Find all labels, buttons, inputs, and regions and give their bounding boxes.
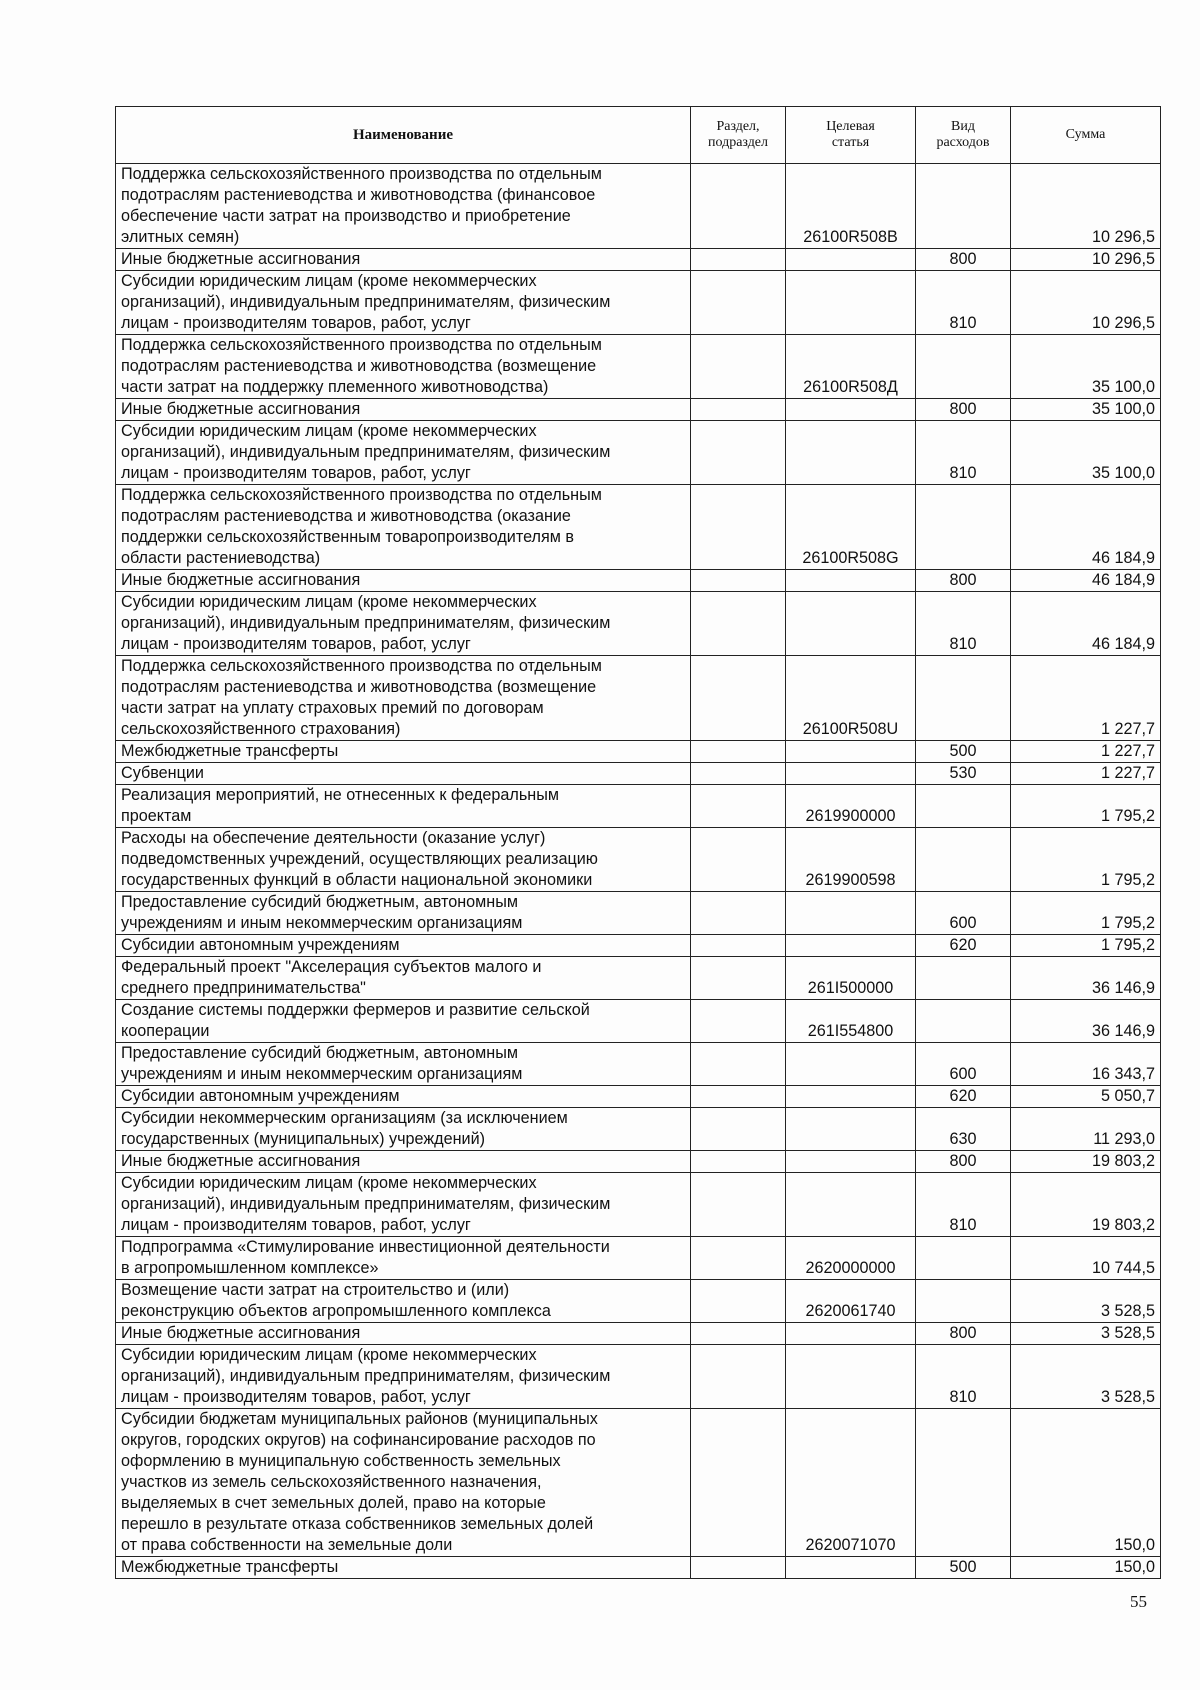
cell-expense [916, 164, 1011, 249]
cell-expense [916, 785, 1011, 828]
cell-target [786, 1173, 916, 1237]
cell-name: Предоставление субсидий бюджетным, автономным учреждениям и иным некоммерческим организациям [116, 892, 691, 935]
cell-name: Иные бюджетные ассигнования [116, 570, 691, 592]
table-row [116, 1043, 1161, 1086]
table-body [116, 164, 1161, 1579]
cell-amount: 16 343,7 [1011, 1043, 1161, 1086]
cell-section [691, 741, 786, 763]
table-row [116, 399, 1161, 421]
cell-section [691, 935, 786, 957]
cell-expense [916, 1000, 1011, 1043]
cell-section [691, 335, 786, 399]
cell-amount: 10 296,5 [1011, 164, 1161, 249]
cell-expense: 620 [916, 935, 1011, 957]
cell-amount: 150,0 [1011, 1409, 1161, 1557]
cell-name: Поддержка сельскохозяйственного производства по отдельным подотраслям растениеводства и животноводства (оказание поддержки сельскохозяйственным товаропроизводителям в области растениеводства) [116, 485, 691, 570]
cell-name: Поддержка сельскохозяйственного производства по отдельным подотраслям растениеводства и животноводства (финансовое обеспечение части затрат на производство и приобретение элитных семян) [116, 164, 691, 249]
cell-target [786, 570, 916, 592]
cell-section [691, 1108, 786, 1151]
cell-section [691, 399, 786, 421]
cell-target: 26100R508Д [786, 335, 916, 399]
table-row [116, 249, 1161, 271]
cell-expense: 810 [916, 271, 1011, 335]
cell-section [691, 1086, 786, 1108]
cell-target: 2620000000 [786, 1237, 916, 1280]
table-row [116, 1000, 1161, 1043]
table-row [116, 1323, 1161, 1345]
cell-amount: 10 744,5 [1011, 1237, 1161, 1280]
cell-section [691, 570, 786, 592]
cell-target: 2620071070 [786, 1409, 916, 1557]
cell-target [786, 892, 916, 935]
table-row [116, 741, 1161, 763]
header-name: Наименование [116, 107, 691, 164]
cell-target [786, 935, 916, 957]
cell-target: 26100R508B [786, 164, 916, 249]
cell-target: 2619900598 [786, 828, 916, 892]
cell-amount: 19 803,2 [1011, 1173, 1161, 1237]
cell-target [786, 399, 916, 421]
cell-expense: 600 [916, 1043, 1011, 1086]
table-row [116, 1237, 1161, 1280]
header-expense: Вид расходов [916, 107, 1011, 164]
cell-target: 26100R508G [786, 485, 916, 570]
cell-expense [916, 828, 1011, 892]
cell-name: Иные бюджетные ассигнования [116, 1151, 691, 1173]
cell-expense: 810 [916, 1173, 1011, 1237]
cell-name: Субсидии юридическим лицам (кроме некоммерческих организаций), индивидуальным предпринимателям, физическим лицам - производителям товаров, работ, услуг [116, 592, 691, 656]
table-row [116, 763, 1161, 785]
cell-amount: 1 227,7 [1011, 656, 1161, 741]
cell-target [786, 271, 916, 335]
cell-name: Иные бюджетные ассигнования [116, 1323, 691, 1345]
cell-amount: 11 293,0 [1011, 1108, 1161, 1151]
cell-amount: 3 528,5 [1011, 1280, 1161, 1323]
cell-name: Субсидии юридическим лицам (кроме некоммерческих организаций), индивидуальным предпринимателям, физическим лицам - производителям товаров, работ, услуг [116, 1173, 691, 1237]
cell-expense: 800 [916, 1151, 1011, 1173]
cell-expense: 530 [916, 763, 1011, 785]
cell-name: Субсидии бюджетам муниципальных районов (муниципальных округов, городских округов) на софинансирование расходов по оформлению в муниципальную собственность земельных участков из земель сельскохозяйственного назначения, выделяемых в счет земельных долей, право на которые перешло в результате отказа собственников земельных долей от права собственности на земельные доли [116, 1409, 691, 1557]
table-row [116, 1173, 1161, 1237]
table-row [116, 271, 1161, 335]
cell-expense [916, 1237, 1011, 1280]
cell-name: Федеральный проект "Акселерация субъектов малого и среднего предпринимательства" [116, 957, 691, 1000]
cell-section [691, 1557, 786, 1579]
cell-expense: 500 [916, 1557, 1011, 1579]
cell-section [691, 892, 786, 935]
cell-section [691, 1323, 786, 1345]
cell-amount: 46 184,9 [1011, 570, 1161, 592]
cell-amount: 5 050,7 [1011, 1086, 1161, 1108]
cell-amount: 46 184,9 [1011, 485, 1161, 570]
table-row [116, 957, 1161, 1000]
cell-name: Поддержка сельскохозяйственного производства по отдельным подотраслям растениеводства и животноводства (возмещение части затрат на уплату страховых премий по договорам сельскохозяйственного страхования) [116, 656, 691, 741]
cell-expense: 810 [916, 1345, 1011, 1409]
cell-section [691, 656, 786, 741]
cell-amount: 19 803,2 [1011, 1151, 1161, 1173]
cell-amount: 3 528,5 [1011, 1323, 1161, 1345]
cell-name: Субсидии юридическим лицам (кроме некоммерческих организаций), индивидуальным предпринимателям, физическим лицам - производителям товаров, работ, услуг [116, 271, 691, 335]
cell-target [786, 1557, 916, 1579]
cell-expense [916, 656, 1011, 741]
cell-section [691, 785, 786, 828]
cell-section [691, 763, 786, 785]
cell-section [691, 1345, 786, 1409]
cell-expense: 800 [916, 399, 1011, 421]
cell-target [786, 763, 916, 785]
cell-name: Возмещение части затрат на строительство и (или) реконструкцию объектов агропромышленного комплекса [116, 1280, 691, 1323]
table-row [116, 785, 1161, 828]
cell-section [691, 249, 786, 271]
cell-section [691, 271, 786, 335]
cell-section [691, 1280, 786, 1323]
cell-name: Реализация мероприятий, не отнесенных к федеральным проектам [116, 785, 691, 828]
table-row [116, 592, 1161, 656]
cell-amount: 36 146,9 [1011, 1000, 1161, 1043]
table-row [116, 164, 1161, 249]
table-row [116, 570, 1161, 592]
cell-name: Подпрограмма «Стимулирование инвестиционной деятельности в агропромышленном комплексе» [116, 1237, 691, 1280]
cell-amount: 10 296,5 [1011, 249, 1161, 271]
page-number: 55 [1130, 1592, 1147, 1611]
cell-expense: 800 [916, 249, 1011, 271]
cell-target [786, 1323, 916, 1345]
cell-expense: 630 [916, 1108, 1011, 1151]
header-section: Раздел, подраздел [691, 107, 786, 164]
table-row [116, 1557, 1161, 1579]
cell-amount: 1 795,2 [1011, 892, 1161, 935]
cell-section [691, 957, 786, 1000]
cell-target [786, 1086, 916, 1108]
cell-amount: 46 184,9 [1011, 592, 1161, 656]
budget-table [115, 106, 1161, 1579]
cell-target [786, 1043, 916, 1086]
cell-target: 2620061740 [786, 1280, 916, 1323]
cell-name: Поддержка сельскохозяйственного производства по отдельным подотраслям растениеводства и животноводства (возмещение части затрат на поддержку племенного животноводства) [116, 335, 691, 399]
cell-expense [916, 1280, 1011, 1323]
header-amount: Сумма [1011, 107, 1161, 164]
cell-expense: 810 [916, 592, 1011, 656]
cell-section [691, 1237, 786, 1280]
cell-target [786, 421, 916, 485]
cell-name: Межбюджетные трансферты [116, 741, 691, 763]
cell-target [786, 249, 916, 271]
cell-target: 261I500000 [786, 957, 916, 1000]
table-row [116, 935, 1161, 957]
cell-name: Субсидии юридическим лицам (кроме некоммерческих организаций), индивидуальным предпринимателям, физическим лицам - производителям товаров, работ, услуг [116, 421, 691, 485]
table-row [116, 421, 1161, 485]
cell-name: Межбюджетные трансферты [116, 1557, 691, 1579]
cell-amount: 10 296,5 [1011, 271, 1161, 335]
cell-name: Создание системы поддержки фермеров и развитие сельской кооперации [116, 1000, 691, 1043]
cell-section [691, 421, 786, 485]
cell-section [691, 485, 786, 570]
cell-target [786, 741, 916, 763]
cell-name: Субвенции [116, 763, 691, 785]
cell-section [691, 1043, 786, 1086]
cell-target: 26100R508U [786, 656, 916, 741]
table-row [116, 485, 1161, 570]
cell-section [691, 164, 786, 249]
cell-section [691, 828, 786, 892]
cell-expense: 600 [916, 892, 1011, 935]
cell-section [691, 1173, 786, 1237]
cell-amount: 3 528,5 [1011, 1345, 1161, 1409]
cell-expense [916, 957, 1011, 1000]
header-target: Целевая статья [786, 107, 916, 164]
header-row [116, 107, 1161, 164]
cell-name: Субсидии автономным учреждениям [116, 1086, 691, 1108]
cell-expense: 620 [916, 1086, 1011, 1108]
table-row [116, 1409, 1161, 1557]
cell-amount: 1 795,2 [1011, 935, 1161, 957]
cell-target [786, 1345, 916, 1409]
cell-amount: 35 100,0 [1011, 421, 1161, 485]
cell-amount: 1 227,7 [1011, 763, 1161, 785]
cell-amount: 35 100,0 [1011, 399, 1161, 421]
cell-section [691, 592, 786, 656]
table-header [116, 107, 1161, 164]
cell-expense: 500 [916, 741, 1011, 763]
table-row [116, 1151, 1161, 1173]
cell-expense [916, 1409, 1011, 1557]
table-row [116, 335, 1161, 399]
cell-section [691, 1151, 786, 1173]
cell-expense [916, 335, 1011, 399]
cell-amount: 36 146,9 [1011, 957, 1161, 1000]
cell-name: Субсидии некоммерческим организациям (за исключением государственных (муниципальных) учреждений) [116, 1108, 691, 1151]
cell-target [786, 592, 916, 656]
cell-amount: 1 227,7 [1011, 741, 1161, 763]
cell-section [691, 1000, 786, 1043]
cell-name: Расходы на обеспечение деятельности (оказание услуг) подведомственных учреждений, осуществляющих реализацию государственных функций в области национальной экономики [116, 828, 691, 892]
table-row [116, 892, 1161, 935]
table-row [116, 1345, 1161, 1409]
table-row [116, 828, 1161, 892]
cell-amount: 1 795,2 [1011, 828, 1161, 892]
cell-name: Субсидии автономным учреждениям [116, 935, 691, 957]
cell-expense: 800 [916, 1323, 1011, 1345]
cell-amount: 35 100,0 [1011, 335, 1161, 399]
cell-expense: 810 [916, 421, 1011, 485]
cell-target [786, 1108, 916, 1151]
cell-target [786, 1151, 916, 1173]
table-row [116, 1108, 1161, 1151]
cell-name: Субсидии юридическим лицам (кроме некоммерческих организаций), индивидуальным предпринимателям, физическим лицам - производителям товаров, работ, услуг [116, 1345, 691, 1409]
cell-name: Иные бюджетные ассигнования [116, 399, 691, 421]
cell-target: 261I554800 [786, 1000, 916, 1043]
table-row [116, 1086, 1161, 1108]
cell-name: Иные бюджетные ассигнования [116, 249, 691, 271]
cell-name: Предоставление субсидий бюджетным, автономным учреждениям и иным некоммерческим организациям [116, 1043, 691, 1086]
cell-amount: 1 795,2 [1011, 785, 1161, 828]
cell-section [691, 1409, 786, 1557]
cell-expense: 800 [916, 570, 1011, 592]
table-row [116, 1280, 1161, 1323]
table-row [116, 656, 1161, 741]
cell-amount: 150,0 [1011, 1557, 1161, 1579]
cell-expense [916, 485, 1011, 570]
cell-target: 2619900000 [786, 785, 916, 828]
